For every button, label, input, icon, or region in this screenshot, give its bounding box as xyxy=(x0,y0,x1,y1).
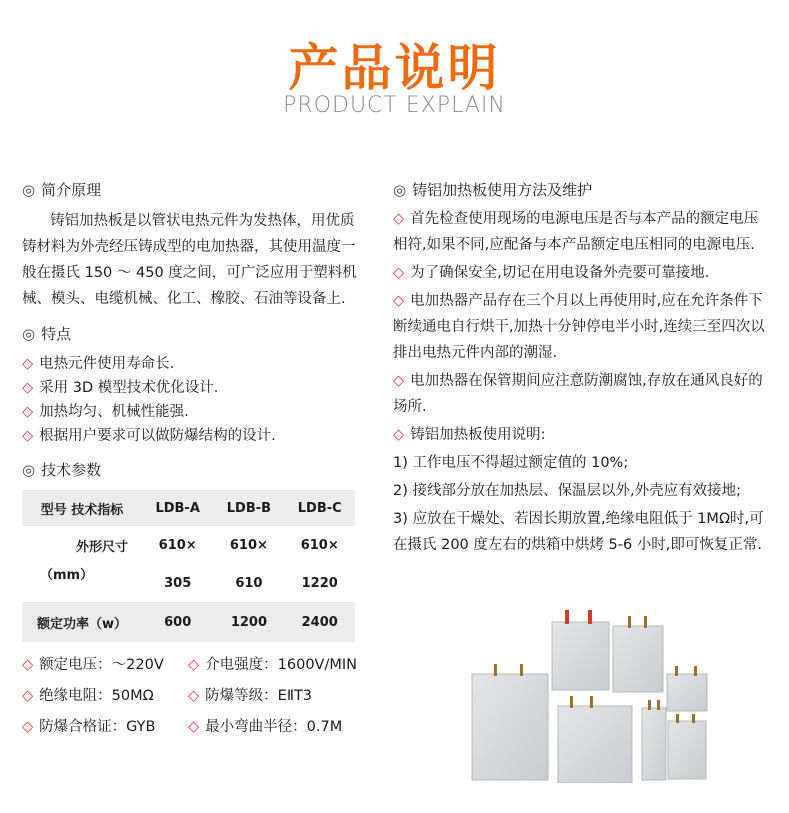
params-heading: ◎ 技术参数 xyxy=(22,461,102,479)
maintenance-text xyxy=(393,206,773,558)
diamond-icon: ◇ xyxy=(22,688,34,704)
params-table xyxy=(22,490,355,642)
spec-list xyxy=(22,650,367,743)
usage-item: 1) 工作电压不得超过额定值的 10%; xyxy=(393,455,629,471)
diamond-icon: ◇ xyxy=(188,719,200,735)
right-column xyxy=(393,178,773,560)
feature-item: ◇ 加热均匀、机械性能强. xyxy=(22,404,189,420)
usage-heading: ◎ 铸铝加热板使用方法及维护 xyxy=(393,181,593,199)
table-row xyxy=(22,564,355,602)
table-cell: 610× xyxy=(142,526,213,564)
usage-item: 3) 应放在干燥处、若因长期放置,绝缘电阻低于 1MΩ时,可在摄氏 200 度左右的烘箱中烘烤 5-6 小时,即可恢复正常. xyxy=(393,511,764,553)
usage-subheading: ◇ 铸铝加热板使用说明: xyxy=(393,427,546,443)
table-cell: 600 xyxy=(142,602,213,642)
table-cell: 额定功率（w） xyxy=(22,602,142,642)
diamond-icon: ◇ xyxy=(188,688,200,704)
table-cell: 610× xyxy=(284,526,355,564)
features-heading: ◎ 特点 xyxy=(22,325,72,343)
spec-row xyxy=(22,650,367,681)
diamond-icon: ◇ xyxy=(393,373,405,389)
table-cell: 610× xyxy=(213,526,284,564)
diamond-icon: ◇ xyxy=(22,404,34,420)
table-header-row xyxy=(22,490,355,526)
table-cell: 1220 xyxy=(284,564,355,602)
diamond-icon: ◇ xyxy=(22,428,34,444)
spec-item: ◇ 防爆合格证：GYB xyxy=(22,719,156,735)
heater-plates-photo xyxy=(470,608,710,783)
diamond-icon: ◇ xyxy=(393,211,405,227)
table-header-cell: LDB-C xyxy=(284,490,355,526)
diamond-icon: ◇ xyxy=(22,719,34,735)
table-cell: 2400 xyxy=(284,602,355,642)
table-cell: 305 xyxy=(142,564,213,602)
table-cell: 610 xyxy=(213,564,284,602)
maintenance-item: ◇ 电加热器产品存在三个月以上再使用时,应在允许条件下断续通电自行烘干,加热十分钟停电半小时,连续三至四次以排出电热元件内部的潮湿. xyxy=(393,293,765,361)
table-cell: 外形尺寸 xyxy=(22,526,142,564)
usage-item: 2) 接线部分放在加热层、保温层以外,外壳应有效接地; xyxy=(393,483,741,499)
diamond-icon: ◇ xyxy=(22,356,34,372)
table-row xyxy=(22,526,355,564)
spec-row xyxy=(22,712,367,743)
diamond-icon: ◇ xyxy=(393,427,405,443)
feature-item: ◇ 电热元件使用寿命长. xyxy=(22,356,175,372)
diamond-icon: ◇ xyxy=(22,380,34,396)
page-title: 产品说明 xyxy=(288,39,501,97)
features-list xyxy=(22,352,367,448)
circle-bullet-icon: ◎ xyxy=(393,181,407,199)
diamond-icon: ◇ xyxy=(188,657,200,673)
spec-item: ◇ 绝缘电阻：50MΩ xyxy=(22,688,154,704)
circle-bullet-icon: ◎ xyxy=(22,325,36,343)
intro-heading: ◎ 简介原理 xyxy=(22,181,102,199)
spec-item: ◇ 额定电压：～220V xyxy=(22,657,164,673)
table-header-cell: LDB-A xyxy=(142,490,213,526)
maintenance-item: ◇ 首先检查使用现场的电源电压是否与本产品的额定电压 相符,如果不同,应配备与本产品额定电压相同的电源电压. xyxy=(393,211,759,253)
page-subtitle: PRODUCT EXPLAIN xyxy=(283,93,506,118)
spec-row xyxy=(22,681,367,712)
table-header-cell: 型号 技术指标 xyxy=(22,490,142,526)
table-cell: （mm） xyxy=(22,564,142,602)
table-row xyxy=(22,602,355,642)
maintenance-item: ◇ 电加热器在保管期间应注意防潮腐蚀,存放在通风良好的场所. xyxy=(393,373,763,415)
diamond-icon: ◇ xyxy=(22,657,34,673)
table-header-cell: LDB-B xyxy=(213,490,284,526)
table-cell: 1200 xyxy=(213,602,284,642)
diamond-icon: ◇ xyxy=(393,265,405,281)
spec-item: ◇ 最小弯曲半径：0.7M xyxy=(188,719,343,735)
maintenance-item: ◇ 为了确保安全,切记在用电设备外壳要可靠接地. xyxy=(393,265,710,281)
intro-text: 铸铝加热板是以管状电热元件为发热体，用优质铸材料为外壳经压铸成型的电加热器，其使用温度一般在摄氏 150 ～ 450 度之间，可广泛应用于塑料机械、模头、电缆机械、化工、橡胶、石油等设备上. xyxy=(22,213,357,307)
spec-item: ◇ 介电强度：1600V/MIN xyxy=(188,657,357,673)
diamond-icon: ◇ xyxy=(393,293,405,309)
circle-bullet-icon: ◎ xyxy=(22,461,36,479)
feature-item: ◇ 根据用户要求可以做防爆结构的设计. xyxy=(22,428,276,444)
spec-item: ◇ 防爆等级：EⅡT3 xyxy=(188,688,313,704)
feature-item: ◇ 采用 3D 模型技术优化设计. xyxy=(22,380,219,396)
left-column xyxy=(22,178,367,743)
circle-bullet-icon: ◎ xyxy=(22,181,36,199)
